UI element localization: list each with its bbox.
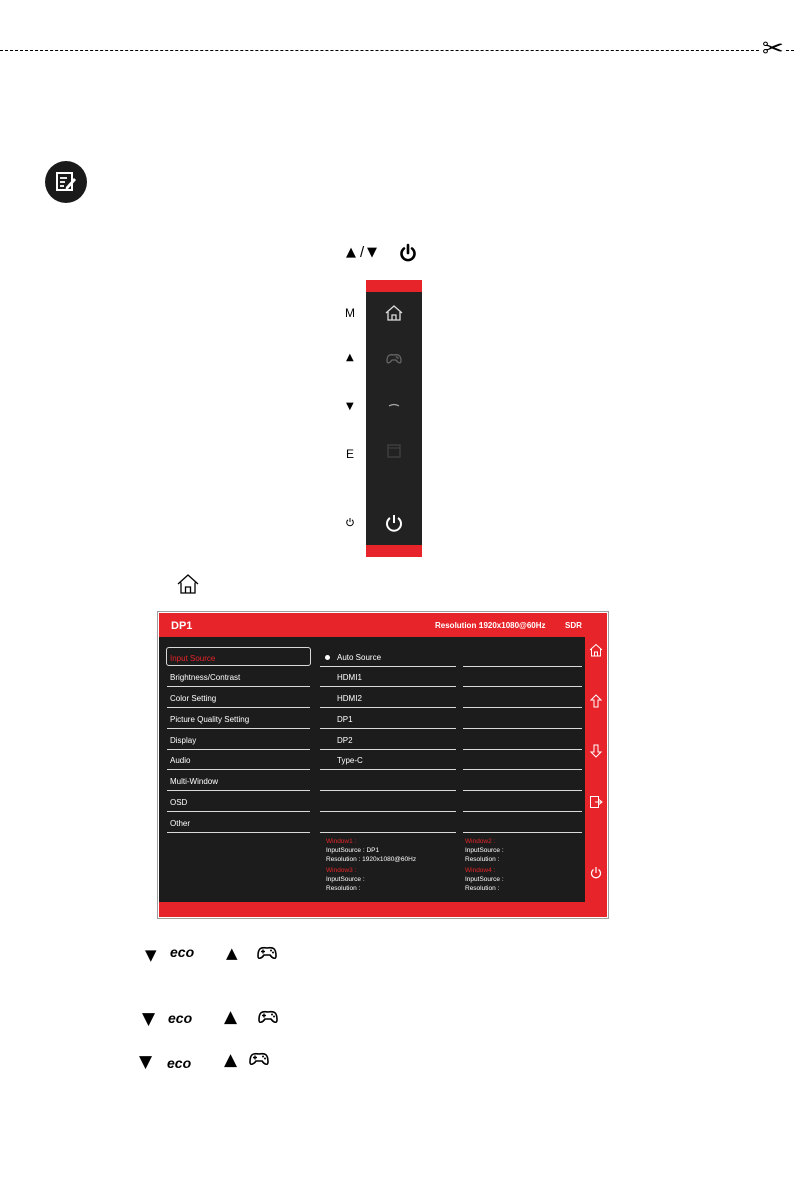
- panel-bottom-accent: [366, 545, 422, 557]
- source-label: InputSource :: [326, 847, 365, 854]
- down-arrow-glyph: ▼: [367, 245, 377, 260]
- note-icon: [45, 161, 87, 203]
- option-label: HDMI2: [337, 694, 362, 703]
- option-dp2[interactable]: [320, 730, 456, 750]
- button-panel: [366, 280, 422, 557]
- exit-key-label: E: [346, 447, 355, 461]
- selected-bullet: [325, 655, 330, 660]
- down-arrow-glyph: ▼: [145, 946, 157, 964]
- panel-top-accent: [366, 280, 422, 292]
- window-title: Window4 :: [465, 867, 496, 874]
- menu-item-color-setting[interactable]: [167, 688, 310, 708]
- menu-item-other[interactable]: [167, 813, 310, 833]
- res-label: Resolution :: [465, 856, 500, 863]
- menu-item-audio[interactable]: [167, 750, 310, 770]
- power-icon[interactable]: [589, 866, 603, 880]
- up-arrow-glyph: ▲: [224, 1007, 238, 1027]
- option-label: Type-C: [337, 756, 363, 765]
- source-label: InputSource :: [465, 847, 504, 854]
- column3-row: [463, 771, 582, 791]
- home-icon[interactable]: [589, 643, 603, 657]
- hdr-status: SDR: [565, 621, 582, 630]
- down-arrow-glyph: ▼: [139, 1052, 153, 1072]
- window-title: Window1 :: [326, 838, 357, 845]
- menu-item-label: Multi-Window: [170, 777, 219, 786]
- window3-info: [326, 866, 365, 893]
- option-hdmi2[interactable]: [320, 688, 456, 708]
- res-label: Resolution :: [326, 856, 361, 863]
- osd-body: [159, 637, 585, 902]
- column3-row: [463, 730, 582, 750]
- window-title: Window3 :: [326, 867, 357, 874]
- option-dp1[interactable]: [320, 709, 456, 729]
- source-value: DP1: [366, 847, 380, 854]
- eco-icon: eco: [170, 944, 195, 960]
- column3-row: [463, 792, 582, 812]
- option-auto-source[interactable]: [320, 647, 456, 667]
- window2-info: [465, 837, 504, 864]
- option-label: DP2: [337, 736, 353, 745]
- cut-line: [0, 50, 794, 51]
- power-icon: [398, 243, 418, 263]
- up-arrow-glyph: ▲: [346, 245, 356, 260]
- power-key-label-icon: [345, 517, 355, 527]
- column3-row: [463, 813, 582, 833]
- menu-item-label: Color Setting: [170, 694, 217, 703]
- up-arrow-glyph: ▲: [224, 1050, 238, 1070]
- menu-item-label: Input Source: [170, 654, 216, 663]
- osd-screen: [159, 613, 607, 917]
- menu-item-label: Display: [170, 736, 197, 745]
- option-empty: [320, 813, 456, 833]
- up-arrow-glyph: ▲: [226, 944, 238, 962]
- column3-row: [463, 688, 582, 708]
- eco-icon[interactable]: [383, 394, 405, 416]
- menu-item-label: Picture Quality Setting: [170, 715, 250, 724]
- menu-item-brightness-contrast[interactable]: [167, 667, 310, 687]
- menu-item-input-source[interactable]: [166, 647, 311, 666]
- window4-info: [465, 866, 504, 893]
- scissors-icon: ✂: [762, 34, 784, 64]
- power-icon[interactable]: [383, 512, 405, 534]
- resolution-label: Resolution :: [435, 621, 482, 630]
- down-arrow-glyph: ▼: [142, 1009, 156, 1029]
- down-key-label: ▼: [346, 401, 354, 412]
- res-label: Resolution :: [465, 885, 500, 892]
- option-label: DP1: [337, 715, 353, 724]
- resolution-value: 1920x1080@60Hz: [479, 621, 546, 630]
- source-label: InputSource :: [326, 876, 365, 883]
- column3-row: [463, 750, 582, 770]
- eco-icon: eco: [168, 1010, 193, 1026]
- option-empty: [320, 771, 456, 791]
- instruction-rows: [0, 940, 794, 1090]
- eco-icon: eco: [167, 1055, 192, 1071]
- menu-item-label: Other: [170, 819, 191, 828]
- down-arrow-icon[interactable]: [589, 744, 603, 758]
- up-key-label: ▲: [346, 352, 354, 363]
- menu-item-label: Brightness/Contrast: [170, 673, 241, 682]
- gamepad-icon: [257, 1007, 279, 1025]
- osd-header: [159, 620, 607, 636]
- menu-item-multi-window[interactable]: [167, 771, 310, 791]
- column3-row: [463, 667, 582, 687]
- option-label: HDMI1: [337, 673, 362, 682]
- osd-title: DP1: [171, 620, 193, 632]
- home-icon: [176, 572, 200, 596]
- option-empty: [320, 792, 456, 812]
- exit-icon[interactable]: [589, 795, 603, 809]
- menu-key-label: M: [345, 306, 355, 320]
- source-label: InputSource :: [465, 876, 504, 883]
- option-type-c[interactable]: [320, 750, 456, 770]
- res-value: 1920x1080@60Hz: [362, 856, 417, 863]
- window-title: Window2 :: [465, 838, 496, 845]
- option-hdmi1[interactable]: [320, 667, 456, 687]
- option-label: Auto Source: [337, 653, 382, 662]
- window1-info: [326, 837, 416, 864]
- menu-item-label: OSD: [170, 798, 188, 807]
- gamepad-icon[interactable]: [383, 347, 405, 369]
- window-icon[interactable]: [383, 440, 405, 462]
- menu-item-picture-quality[interactable]: [167, 709, 310, 729]
- slash-text: /: [360, 244, 365, 261]
- menu-item-osd[interactable]: [167, 792, 310, 812]
- menu-item-label: Audio: [170, 756, 191, 765]
- column3-row: [463, 709, 582, 729]
- menu-item-display[interactable]: [167, 730, 310, 750]
- res-label: Resolution :: [326, 885, 361, 892]
- up-arrow-icon[interactable]: [589, 694, 603, 708]
- gamepad-icon: [248, 1049, 270, 1067]
- home-icon[interactable]: [383, 302, 405, 324]
- column3-row: [463, 647, 582, 667]
- gamepad-icon: [256, 943, 278, 961]
